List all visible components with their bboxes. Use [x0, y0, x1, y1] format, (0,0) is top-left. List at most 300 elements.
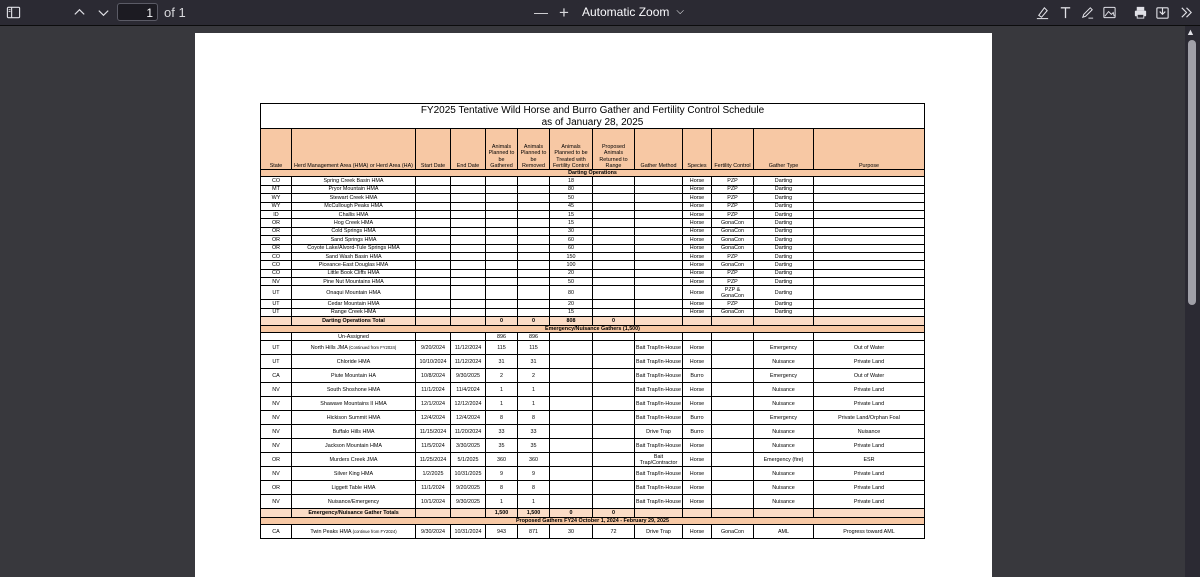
table-row: [261, 219, 925, 227]
table-cell: [814, 194, 925, 202]
table-cell: Spring Creek Basin HMA: [292, 177, 416, 185]
total-cell: [754, 509, 814, 517]
table-cell: Liggett Table HMA: [292, 481, 416, 495]
table-cell: [486, 269, 518, 277]
table-cell: 9/30/2025: [451, 495, 486, 509]
table-cell: 9/30/2024: [416, 525, 451, 539]
column-header: Start Date: [416, 129, 451, 170]
table-cell: [635, 177, 683, 185]
table-cell: Silver King HMA: [292, 467, 416, 481]
table-row: [261, 411, 925, 425]
table-cell: [451, 236, 486, 244]
table-cell: [635, 269, 683, 277]
table-cell: Horse: [683, 227, 712, 235]
table-cell: [416, 252, 451, 260]
table-cell: 1: [518, 383, 550, 397]
table-cell: Sand Springs HMA: [292, 236, 416, 244]
table-cell: [712, 333, 754, 341]
table-cell: Emergency: [754, 341, 814, 355]
column-header: Animals Planned to be Gathered: [486, 129, 518, 170]
table-cell: [416, 210, 451, 218]
save-icon[interactable]: [1153, 3, 1172, 22]
table-cell: [814, 333, 925, 341]
total-cell: [635, 509, 683, 517]
table-cell: [593, 369, 635, 383]
table-cell: Darting: [754, 227, 814, 235]
total-cell: [416, 509, 451, 517]
herd-name-text: North Hills JMA: [310, 344, 348, 351]
table-cell: PZP: [712, 202, 754, 210]
table-cell: [814, 269, 925, 277]
table-cell: Un-Assigned: [292, 333, 416, 341]
table-cell: 60: [550, 236, 593, 244]
table-row: [261, 308, 925, 316]
table-cell: Nuisance: [754, 439, 814, 453]
table-cell: [814, 278, 925, 286]
table-cell: [814, 252, 925, 260]
total-cell: 0: [486, 317, 518, 325]
table-cell: [814, 300, 925, 308]
table-cell: [712, 369, 754, 383]
table-cell: [550, 467, 593, 481]
table-cell: ESR: [814, 453, 925, 467]
table-cell: CO: [261, 269, 292, 277]
table-cell: 20: [550, 269, 593, 277]
table-cell: Horse: [683, 210, 712, 218]
table-cell: Darting: [754, 194, 814, 202]
table-cell: Horse: [683, 300, 712, 308]
table-cell: [712, 397, 754, 411]
table-row: [261, 236, 925, 244]
table-cell: 8: [518, 411, 550, 425]
table-cell: [451, 185, 486, 193]
table-cell: [486, 308, 518, 316]
total-cell: [683, 317, 712, 325]
table-cell: Buffalo Hills HMA: [292, 425, 416, 439]
table-cell: [593, 481, 635, 495]
table-cell: Hog Creek HMA: [292, 219, 416, 227]
table-cell: [416, 202, 451, 210]
table-cell: [486, 202, 518, 210]
table-cell: NV: [261, 425, 292, 439]
table-cell: Cedar Mountain HMA: [292, 300, 416, 308]
table-cell: Range Creek HMA: [292, 308, 416, 316]
table-cell: [593, 210, 635, 218]
header-row: [261, 129, 925, 170]
table-cell: [814, 308, 925, 316]
table-cell: 30: [550, 525, 593, 539]
table-cell: [635, 219, 683, 227]
table-cell: Bait Trap/In-House: [635, 411, 683, 425]
table-cell: Onaqui Mountain HMA: [292, 286, 416, 300]
table-cell: Horse: [683, 252, 712, 260]
table-cell: Darting: [754, 210, 814, 218]
table-cell: OR: [261, 236, 292, 244]
section-header-row: [261, 325, 925, 332]
table-cell: [451, 286, 486, 300]
table-cell: Darting: [754, 278, 814, 286]
zoom-select[interactable]: [576, 2, 690, 22]
table-cell: [593, 308, 635, 316]
column-header: State: [261, 129, 292, 170]
table-cell: [416, 244, 451, 252]
table-cell: Darting: [754, 202, 814, 210]
table-row: [261, 333, 925, 341]
table-cell: PZP: [712, 210, 754, 218]
table-cell: Nuisance: [754, 383, 814, 397]
table-cell: Horse: [683, 397, 712, 411]
table-cell: NV: [261, 495, 292, 509]
table-cell: Private Land: [814, 439, 925, 453]
table-cell: [635, 185, 683, 193]
next-page-icon[interactable]: [94, 3, 113, 22]
table-cell: Pryor Mountain HMA: [292, 185, 416, 193]
table-cell: 11/4/2024: [451, 383, 486, 397]
table-cell: UT: [261, 308, 292, 316]
table-cell: [451, 308, 486, 316]
table-cell: UT: [261, 300, 292, 308]
table-cell: 5/1/2025: [451, 453, 486, 467]
table-cell: [416, 194, 451, 202]
table-cell: 72: [593, 525, 635, 539]
table-cell: 50: [550, 278, 593, 286]
table-cell: [550, 397, 593, 411]
column-header: Herd Management Area (HMA) or Herd Area (HA): [292, 129, 416, 170]
table-cell: [416, 219, 451, 227]
table-cell: [635, 261, 683, 269]
table-cell: [712, 481, 754, 495]
table-row: [261, 261, 925, 269]
table-cell: 10/1/2024: [416, 495, 451, 509]
table-cell: GonaCon: [712, 261, 754, 269]
table-cell: CA: [261, 525, 292, 539]
table-cell: [486, 177, 518, 185]
table-cell: [518, 194, 550, 202]
table-cell: OR: [261, 481, 292, 495]
table-cell: [261, 333, 292, 341]
table-cell: Bait Trap/In-House: [635, 495, 683, 509]
table-cell: [712, 425, 754, 439]
table-cell: OR: [261, 227, 292, 235]
table-cell: [635, 194, 683, 202]
table-cell: [292, 341, 416, 355]
total-cell: 0: [593, 317, 635, 325]
table-cell: Horse: [683, 495, 712, 509]
table-cell: Horse: [683, 286, 712, 300]
table-cell: Emergency: [754, 411, 814, 425]
table-row: [261, 269, 925, 277]
table-cell: Horse: [683, 355, 712, 369]
table-cell: 150: [550, 252, 593, 260]
table-cell: [486, 252, 518, 260]
table-cell: Horse: [683, 453, 712, 467]
table-cell: NV: [261, 439, 292, 453]
table-cell: [814, 227, 925, 235]
total-cell: [261, 317, 292, 325]
table-cell: [451, 219, 486, 227]
table-row: [261, 481, 925, 495]
pdf-page: [195, 33, 992, 577]
table-cell: [593, 425, 635, 439]
table-cell: PZP: [712, 252, 754, 260]
table-cell: [451, 300, 486, 308]
highlight-icon[interactable]: [1033, 3, 1052, 22]
total-cell: [814, 509, 925, 517]
total-cell: 808: [550, 317, 593, 325]
table-cell: 31: [518, 355, 550, 369]
table-cell: OR: [261, 219, 292, 227]
table-cell: Darting: [754, 185, 814, 193]
table-cell: [593, 244, 635, 252]
image-tool-icon[interactable]: [1100, 3, 1119, 22]
table-cell: [593, 411, 635, 425]
table-cell: [550, 341, 593, 355]
table-cell: Darting: [754, 177, 814, 185]
column-header: Species: [683, 129, 712, 170]
table-cell: Horse: [683, 467, 712, 481]
page-number-input[interactable]: 1: [117, 3, 158, 21]
table-row: [261, 495, 925, 509]
table-cell: [518, 185, 550, 193]
table-cell: [712, 383, 754, 397]
table-row: [261, 439, 925, 453]
table-cell: [518, 210, 550, 218]
table-cell: Private Land: [814, 383, 925, 397]
table-cell: Jackson Mountain HMA: [292, 439, 416, 453]
table-cell: 9/20/2024: [416, 341, 451, 355]
table-cell: Bait Trap/In-House: [635, 481, 683, 495]
table-cell: Horse: [683, 525, 712, 539]
table-cell: [593, 219, 635, 227]
table-cell: Hickison Summit HMA: [292, 411, 416, 425]
table-cell: Darting: [754, 300, 814, 308]
table-cell: [518, 308, 550, 316]
table-cell: CO: [261, 177, 292, 185]
table-cell: 3/30/2025: [451, 439, 486, 453]
table-cell: Darting: [754, 252, 814, 260]
table-cell: 30: [550, 227, 593, 235]
table-cell: [518, 227, 550, 235]
table-cell: 11/1/2024: [416, 481, 451, 495]
table-cell: [814, 185, 925, 193]
table-cell: South Shoshone HMA: [292, 383, 416, 397]
table-cell: 20: [550, 300, 593, 308]
total-cell: 1,500: [486, 509, 518, 517]
table-cell: 9: [486, 467, 518, 481]
table-cell: [593, 439, 635, 453]
table-cell: 35: [518, 439, 550, 453]
table-cell: 360: [486, 453, 518, 467]
table-cell: [518, 236, 550, 244]
table-row: [261, 227, 925, 235]
table-cell: [635, 244, 683, 252]
table-cell: GonaCon: [712, 525, 754, 539]
table-cell: 12/4/2024: [416, 411, 451, 425]
table-cell: CA: [261, 369, 292, 383]
table-cell: Burro: [683, 369, 712, 383]
table-cell: Horse: [683, 278, 712, 286]
table-cell: [593, 185, 635, 193]
table-cell: GonaCon: [712, 308, 754, 316]
table-cell: 9/30/2025: [451, 369, 486, 383]
table-cell: 12/4/2024: [451, 411, 486, 425]
zoom-in-button[interactable]: +: [559, 3, 569, 22]
section-header-row: [261, 170, 925, 177]
zoom-out-button[interactable]: —: [534, 4, 548, 20]
table-cell: [814, 210, 925, 218]
table-cell: [416, 308, 451, 316]
previous-page-icon[interactable]: [70, 3, 89, 22]
table-cell: PZP: [712, 269, 754, 277]
table-cell: [593, 333, 635, 341]
total-cell: [712, 509, 754, 517]
table-cell: [518, 244, 550, 252]
table-cell: UT: [261, 341, 292, 355]
table-cell: Darting: [754, 236, 814, 244]
table-cell: 15: [550, 308, 593, 316]
sidebar-toggle-icon[interactable]: [4, 3, 23, 22]
table-cell: [518, 278, 550, 286]
table-cell: [550, 453, 593, 467]
table-cell: Piute Mountain HA: [292, 369, 416, 383]
table-cell: [550, 369, 593, 383]
table-cell: 10/8/2024: [416, 369, 451, 383]
column-header: Purpose: [814, 129, 925, 170]
table-cell: Little Book Cliffs HMA: [292, 269, 416, 277]
total-cell: 0: [550, 509, 593, 517]
table-cell: [712, 411, 754, 425]
total-cell: 0: [518, 317, 550, 325]
table-cell: [635, 300, 683, 308]
table-cell: [451, 210, 486, 218]
table-cell: [593, 495, 635, 509]
table-cell: 2: [486, 369, 518, 383]
table-cell: [635, 278, 683, 286]
table-cell: [593, 397, 635, 411]
table-cell: 11/12/2024: [451, 355, 486, 369]
table-cell: Burro: [683, 411, 712, 425]
table-cell: Pine Nut Mountains HMA: [292, 278, 416, 286]
print-icon[interactable]: [1131, 3, 1150, 22]
table-row: [261, 453, 925, 467]
table-cell: MT: [261, 185, 292, 193]
table-cell: [593, 252, 635, 260]
table-cell: GonaCon: [712, 227, 754, 235]
table-cell: Horse: [683, 269, 712, 277]
table-cell: [635, 333, 683, 341]
table-cell: PZP: [712, 278, 754, 286]
table-row: [261, 286, 925, 300]
total-cell: [635, 317, 683, 325]
table-cell: Darting: [754, 244, 814, 252]
total-row: [261, 317, 925, 325]
column-header: Animals Planned to be Removed: [518, 129, 550, 170]
table-cell: [486, 278, 518, 286]
table-cell: GonaCon: [712, 236, 754, 244]
table-cell: 12/12/2024: [451, 397, 486, 411]
table-cell: GonaCon: [712, 219, 754, 227]
table-cell: 10/31/2025: [451, 467, 486, 481]
table-cell: AML: [754, 525, 814, 539]
column-header: Proposed Animals Returned to Range: [593, 129, 635, 170]
table-cell: CO: [261, 261, 292, 269]
table-cell: Drive Trap: [635, 525, 683, 539]
draw-tool-icon[interactable]: [1078, 3, 1097, 22]
document-viewer[interactable]: [0, 26, 1185, 577]
table-cell: [683, 333, 712, 341]
table-row: [261, 210, 925, 218]
table-cell: 35: [486, 439, 518, 453]
table-cell: [593, 177, 635, 185]
total-cell: 1,500: [518, 509, 550, 517]
table-cell: [814, 177, 925, 185]
table-body: [261, 170, 925, 539]
total-cell: [451, 317, 486, 325]
scrollbar-thumb[interactable]: [1188, 40, 1196, 305]
table-cell: Chloride HMA: [292, 355, 416, 369]
table-cell: Darting: [754, 261, 814, 269]
total-cell: [712, 317, 754, 325]
table-cell: [712, 453, 754, 467]
text-tool-icon[interactable]: [1056, 3, 1075, 22]
table-cell: [486, 286, 518, 300]
table-cell: Nuisance/Emergency: [292, 495, 416, 509]
tools-menu-icon[interactable]: [1177, 3, 1196, 22]
table-cell: 115: [486, 341, 518, 355]
table-cell: Emergency: [754, 369, 814, 383]
table-cell: 10/31/2024: [451, 525, 486, 539]
table-cell: OR: [261, 453, 292, 467]
table-cell: [416, 269, 451, 277]
table-cell: [416, 278, 451, 286]
table-cell: Private Land/Orphan Foal: [814, 411, 925, 425]
table-cell: [814, 236, 925, 244]
table-cell: 11/5/2024: [416, 439, 451, 453]
section-header-row: [261, 517, 925, 524]
column-header: End Date: [451, 129, 486, 170]
section-title: Proposed Gathers FY24 October 1, 2024 - February 29, 2025: [261, 517, 925, 524]
table-cell: [593, 278, 635, 286]
scroll-up-icon[interactable]: ▲: [1186, 27, 1195, 37]
table-cell: Horse: [683, 383, 712, 397]
table-cell: 18: [550, 177, 593, 185]
table-cell: 11/12/2024: [451, 341, 486, 355]
table-cell: UT: [261, 355, 292, 369]
table-cell: 45: [550, 202, 593, 210]
table-row: [261, 202, 925, 210]
document-subtitle: as of January 28, 2025: [261, 116, 925, 129]
table-cell: 1: [486, 383, 518, 397]
table-cell: [550, 383, 593, 397]
table-cell: [550, 333, 593, 341]
table-cell: Private Land: [814, 481, 925, 495]
table-cell: Nuisance: [754, 467, 814, 481]
table-cell: Bait Trap/In-House: [635, 383, 683, 397]
table-cell: Horse: [683, 219, 712, 227]
table-cell: [550, 411, 593, 425]
table-cell: [814, 261, 925, 269]
table-row: [261, 252, 925, 260]
table-cell: PZP & GonaCon: [712, 286, 754, 300]
table-cell: 11/15/2024: [416, 425, 451, 439]
table-cell: [518, 300, 550, 308]
table-cell: 15: [550, 219, 593, 227]
table-cell: 360: [518, 453, 550, 467]
table-cell: [416, 333, 451, 341]
table-cell: UT: [261, 286, 292, 300]
table-cell: Burro: [683, 425, 712, 439]
table-cell: Darting: [754, 219, 814, 227]
